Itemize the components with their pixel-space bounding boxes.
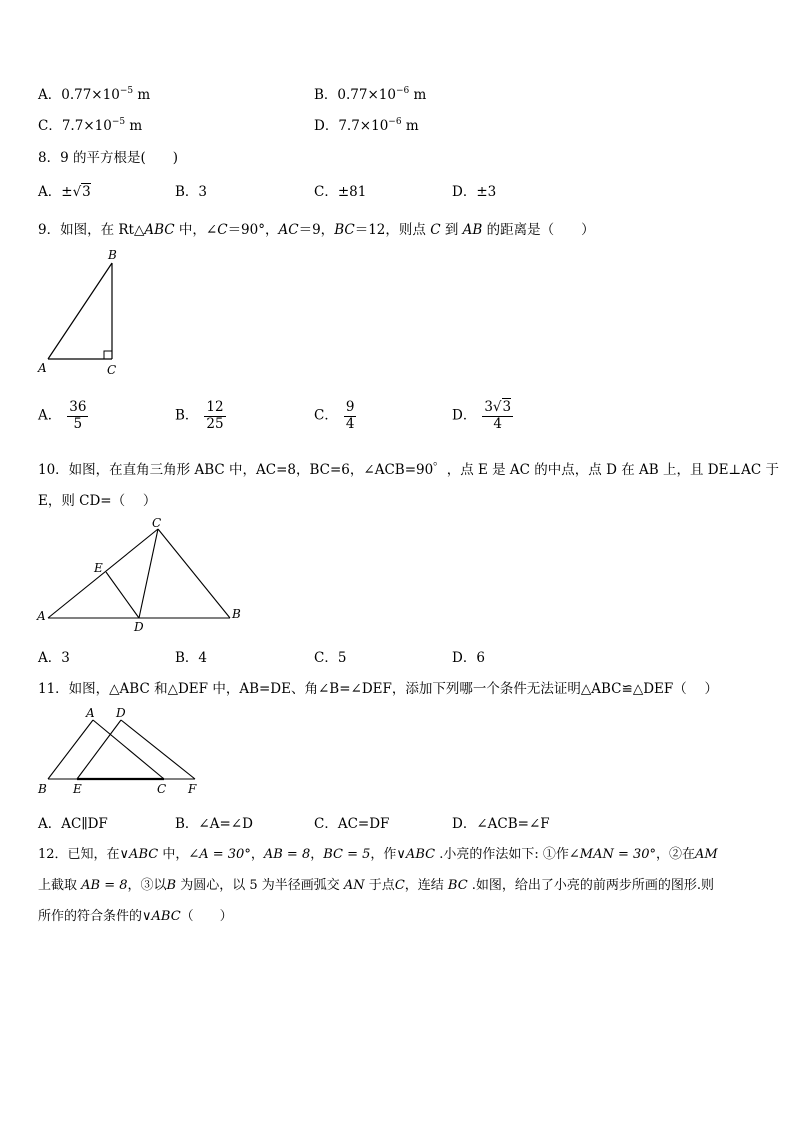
math-expr: BC = 5 (323, 847, 371, 862)
stem-text: .如图，给出了小亮的前两步所画的图形.则 (467, 878, 715, 893)
exponent: −6 (388, 117, 402, 127)
q11-option-b: B．∠A=∠D (175, 816, 253, 832)
unit: m (409, 87, 427, 103)
side-df (121, 720, 195, 779)
side-ed (77, 720, 121, 779)
side-ba (48, 720, 93, 779)
q8-option-c: C．±81 (314, 184, 367, 200)
unit: m (125, 118, 143, 134)
radicand: 3 (502, 399, 512, 415)
stem-text: ，连结 (404, 878, 448, 893)
stem-text: ＝9， (298, 222, 335, 238)
radicand: 3 (82, 184, 91, 200)
q10-stem-line-2: E，则 CD=（ ） (38, 493, 157, 509)
q10-triangle-figure (30, 515, 250, 635)
denominator: 4 (493, 415, 503, 432)
math-expr: BC (447, 878, 468, 893)
fraction (344, 400, 357, 432)
denominator: 25 (206, 415, 224, 432)
stem-text: 的距离是（ ） (482, 222, 595, 238)
q9-triangle-figure (30, 245, 140, 380)
denominator: 4 (345, 415, 355, 432)
sqrt-icon: √ (72, 184, 82, 200)
vertex-label-f: F (188, 782, 197, 796)
q10-option-a: A．3 (38, 650, 70, 666)
vertex-label-b: B (38, 782, 47, 796)
numerator: 12 (206, 399, 224, 415)
math-expr: AB = 8 (263, 847, 311, 862)
side-cb (158, 529, 230, 618)
stem-text: 上截取 (38, 878, 82, 893)
q10-option-c: C．5 (314, 650, 347, 666)
math-expr: ∨ABC (119, 847, 159, 862)
option-letter: D． (452, 407, 477, 424)
q11-stem: 11．如图，△ABC 和△DEF 中，AB=DE、角∠B=∠DEF，添加下列哪一个条件无法证明△ABC≌△DEF（ ） (38, 681, 719, 697)
q9-option-b (175, 400, 226, 432)
fraction (204, 400, 225, 432)
q7-option-c (38, 114, 142, 134)
q9-option-c (314, 400, 356, 432)
math-expr: C (394, 878, 405, 893)
q8-option-b: B．3 (175, 184, 208, 200)
stem-text: ＝90°， (227, 222, 279, 238)
q7-option-b (314, 83, 426, 103)
stem-text: 9．如图，在 Rt△ (38, 222, 145, 238)
stem-text: .小亮的作法如下: ①作 (435, 847, 569, 862)
vertex-label-a: A (38, 361, 47, 375)
option-letter: C． (38, 118, 62, 134)
q10-option-d: D．6 (452, 650, 485, 666)
unit: m (401, 118, 419, 134)
right-angle-mark (104, 351, 112, 359)
stem-text: （ ） (180, 909, 233, 924)
option-letter: A． (38, 87, 62, 103)
vertex-label-e: E (73, 782, 82, 796)
numerator (482, 400, 513, 417)
q11-option-c: C．AC=DF (314, 816, 390, 832)
vertex-label-d: D (134, 620, 144, 634)
stem-text: ， (310, 847, 324, 862)
option-letter: A． (38, 407, 62, 424)
q9-stem (38, 218, 595, 238)
mantissa: 7.7×10 (338, 118, 389, 134)
option-letter: C． (314, 407, 338, 424)
math-var: AB (462, 222, 483, 238)
math-expr: ∠A = 30° (188, 847, 251, 862)
option-letter: B． (175, 407, 199, 424)
vertex-label-a: A (37, 609, 46, 623)
math-expr: ∨ABC (396, 847, 436, 862)
stem-text: ，③以 (127, 878, 167, 893)
q10-stem-line-1: 10．如图，在直角三角形 ABC 中，AC=8，BC=6，∠ACB=90゜，点 E 是 AC 的中点，点 D 在 AB 上，且 DE⊥AC 于 (38, 462, 779, 478)
math-var: C (430, 222, 441, 238)
vertex-label-b: B (232, 607, 241, 621)
exponent: −6 (395, 86, 410, 96)
stem-text: 12．已知，在 (38, 847, 120, 862)
q8-option-a (38, 180, 91, 200)
vertex-label-a: A (86, 706, 95, 720)
stem-text: ＝12，则点 (354, 222, 431, 238)
mantissa: 0.77×10 (61, 87, 120, 103)
fraction (482, 400, 513, 432)
denominator: 5 (73, 415, 83, 432)
stem-text: 到 (440, 222, 463, 238)
q11-option-d: D．∠ACB=∠F (452, 816, 550, 832)
mantissa: 7.7×10 (61, 118, 112, 134)
stem-text: ，②在 (656, 847, 696, 862)
q7-option-d (314, 114, 419, 134)
stem-text: 中， (158, 847, 189, 862)
q12-stem-line-3 (38, 905, 233, 924)
unit: m (133, 87, 151, 103)
vertex-label-b: B (108, 248, 117, 262)
fraction (67, 400, 88, 432)
segment-de (106, 572, 139, 618)
math-expr: ∠MAN = 30° (568, 847, 657, 862)
math-expr: AM (695, 847, 718, 862)
vertex-label-e: E (94, 561, 103, 575)
math-expr: ∨ABC (142, 909, 181, 924)
numerator: 36 (69, 399, 87, 415)
q12-stem-line-2 (38, 874, 714, 893)
math-var: BC (334, 222, 355, 238)
stem-text: 中，∠ (174, 222, 218, 238)
vertex-label-c: C (157, 782, 167, 796)
stem-text: ， (250, 847, 264, 862)
option-letter: B． (314, 87, 338, 103)
q7-option-a (38, 83, 150, 103)
q10-option-b: B．4 (175, 650, 208, 666)
q11-triangles-figure (30, 703, 210, 801)
sqrt-icon: √ (492, 399, 502, 415)
stem-text: 为圆心，以 5 为半径画弧交 (176, 878, 344, 893)
side-ab (48, 263, 112, 359)
q12-stem-line-1 (38, 843, 718, 862)
plus-minus: ± (61, 184, 73, 200)
q11-option-a: A．AC∥DF (38, 816, 108, 832)
q8-stem: 8．9 的平方根是( ) (38, 150, 179, 166)
math-expr: AN (343, 878, 365, 893)
side-ac (93, 720, 164, 779)
math-var: AC (278, 222, 299, 238)
q9-option-a (38, 400, 88, 432)
vertex-label-d: D (116, 706, 126, 720)
mantissa: 0.77×10 (337, 87, 396, 103)
exponent: −5 (119, 86, 134, 96)
coefficient: 3 (484, 399, 493, 415)
vertex-label-c: C (152, 516, 162, 530)
numerator: 9 (345, 399, 355, 415)
stem-text: ，作 (370, 847, 397, 862)
q9-option-d (452, 400, 513, 432)
vertex-label-c: C (107, 363, 117, 377)
math-expr: AB = 8 (81, 878, 128, 893)
q8-option-d: D．±3 (452, 184, 497, 200)
option-letter: D． (314, 118, 339, 134)
option-letter: A． (38, 184, 62, 200)
math-expr: B (166, 878, 177, 893)
math-var: ABC (144, 222, 175, 238)
stem-text: 于点 (364, 878, 395, 893)
math-var: C (217, 222, 228, 238)
stem-text: 所作的符合条件的 (38, 909, 143, 924)
exponent: −5 (111, 117, 126, 127)
